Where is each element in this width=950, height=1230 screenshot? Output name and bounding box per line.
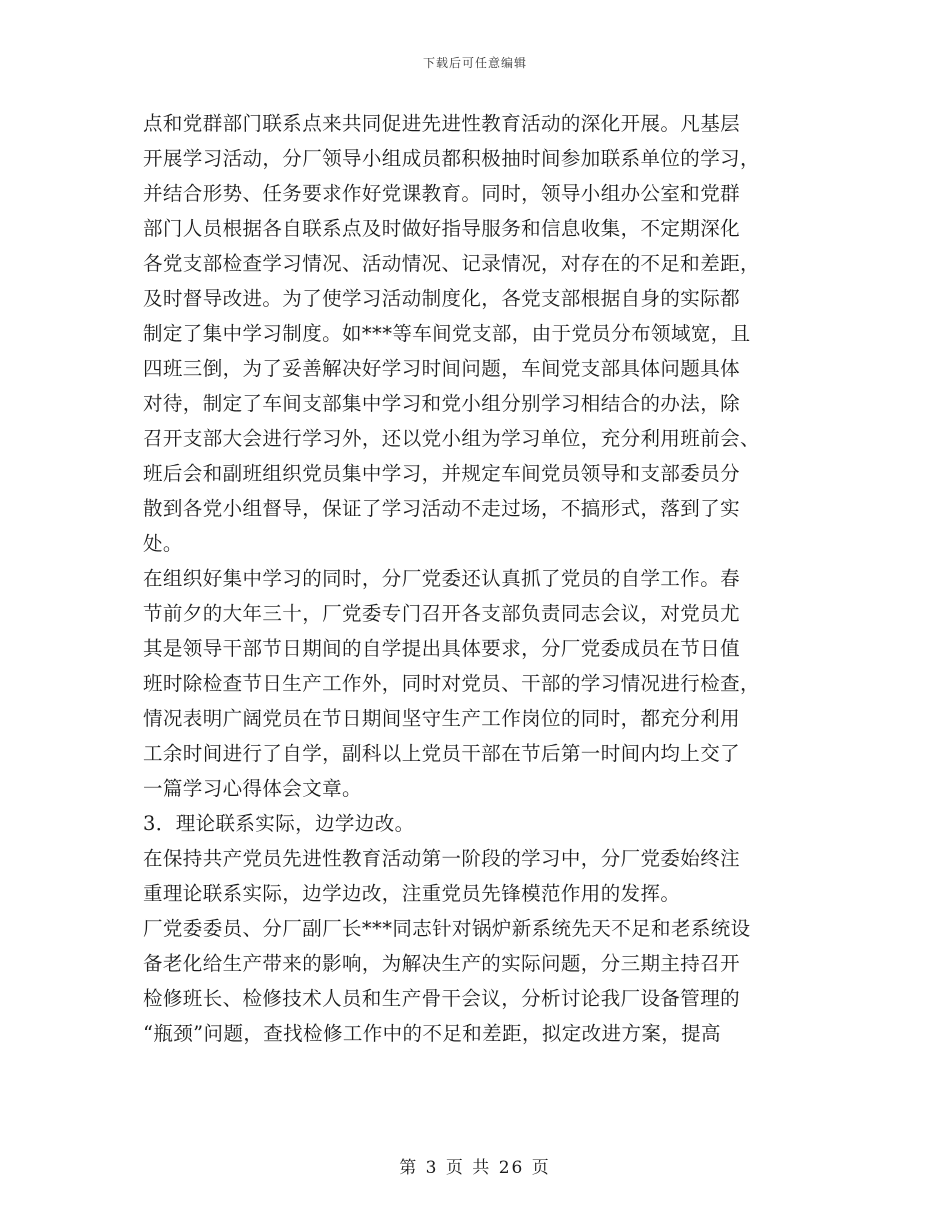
text-line: 处。 <box>143 532 183 555</box>
text-line: 情况表明广阔党员在节日期间坚守生产工作岗位的同时，都充分利用 <box>143 707 741 730</box>
text-line: 制定了集中学习制度。如***等车间党支部，由于党员分布领域宽，且 <box>143 322 751 345</box>
text-line: 及时督导改进。为了使学习活动制度化，各党支部根据自身的实际都 <box>143 287 741 310</box>
text-line: 召开支部大会进行学习外，还以党小组为学习单位，充分利用班前会、 <box>143 427 760 450</box>
text-line: 班时除检查节日生产工作外，同时对党员、干部的学习情况进行检查， <box>143 672 760 695</box>
text-line: 节前夕的大年三十，厂党委专门召开各支部负责同志会议，对党员尤 <box>143 602 741 625</box>
text-line: 部门人员根据各自联系点及时做好指导服务和信息收集，不定期深化 <box>143 217 741 240</box>
text-line: 并结合形势、任务要求作好党课教育。同时，领导小组办公室和党群 <box>143 182 741 205</box>
text-line: 在保持共产党员先进性教育活动第一阶段的学习中，分厂党委始终注 <box>143 847 741 870</box>
text-line: 开展学习活动，分厂领导小组成员都积极抽时间参加联系单位的学习， <box>143 147 760 170</box>
text-line: 工余时间进行了自学，副科以上党员干部在节后第一时间内均上交了 <box>143 742 741 765</box>
text-line: 其是领导干部节日期间的自学提出具体要求，分厂党委成员在节日值 <box>143 637 741 660</box>
section-heading: 3．理论联系实际，边学边改。 <box>143 812 415 835</box>
text-line: 备老化给生产带来的影响，为解决生产的实际问题，分三期主持召开 <box>143 952 741 975</box>
text-line: 四班三倒，为了妥善解决好学习时间问题，车间党支部具体问题具体 <box>143 357 741 380</box>
page-footer: 第 3 页 共 26 页 <box>399 1158 551 1178</box>
page-header: 下载后可任意编辑 <box>422 56 527 70</box>
text-line: 检修班长、检修技术人员和生产骨干会议，分析讨论我厂设备管理的 <box>143 987 741 1010</box>
text-line: 对待，制定了车间支部集中学习和党小组分别学习相结合的办法，除 <box>143 392 741 415</box>
text-line: 班后会和副班组织党员集中学习，并规定车间党员领导和支部委员分 <box>143 462 741 485</box>
text-line: 散到各党小组督导，保证了学习活动不走过场，不搞形式，落到了实 <box>143 497 741 520</box>
text-line: 各党支部检查学习情况、活动情况、记录情况，对存在的不足和差距， <box>143 252 760 275</box>
document-body <box>143 106 807 1051</box>
text-line: 点和党群部门联系点来共同促进先进性教育活动的深化开展。凡基层 <box>143 112 741 135</box>
text-line: 厂党委委员、分厂副厂长***同志针对锅炉新系统先天不足和老系统设 <box>143 917 751 940</box>
text-line: “瓶颈”问题，查找检修工作中的不足和差距，拟定改进方案，提高 <box>143 1022 721 1045</box>
text-line: 一篇学习心得体会文章。 <box>143 777 362 800</box>
text-line: 重理论联系实际，边学边改，注重党员先锋模范作用的发挥。 <box>143 882 681 905</box>
text-line: 在组织好集中学习的同时，分厂党委还认真抓了党员的自学工作。春 <box>143 567 741 590</box>
